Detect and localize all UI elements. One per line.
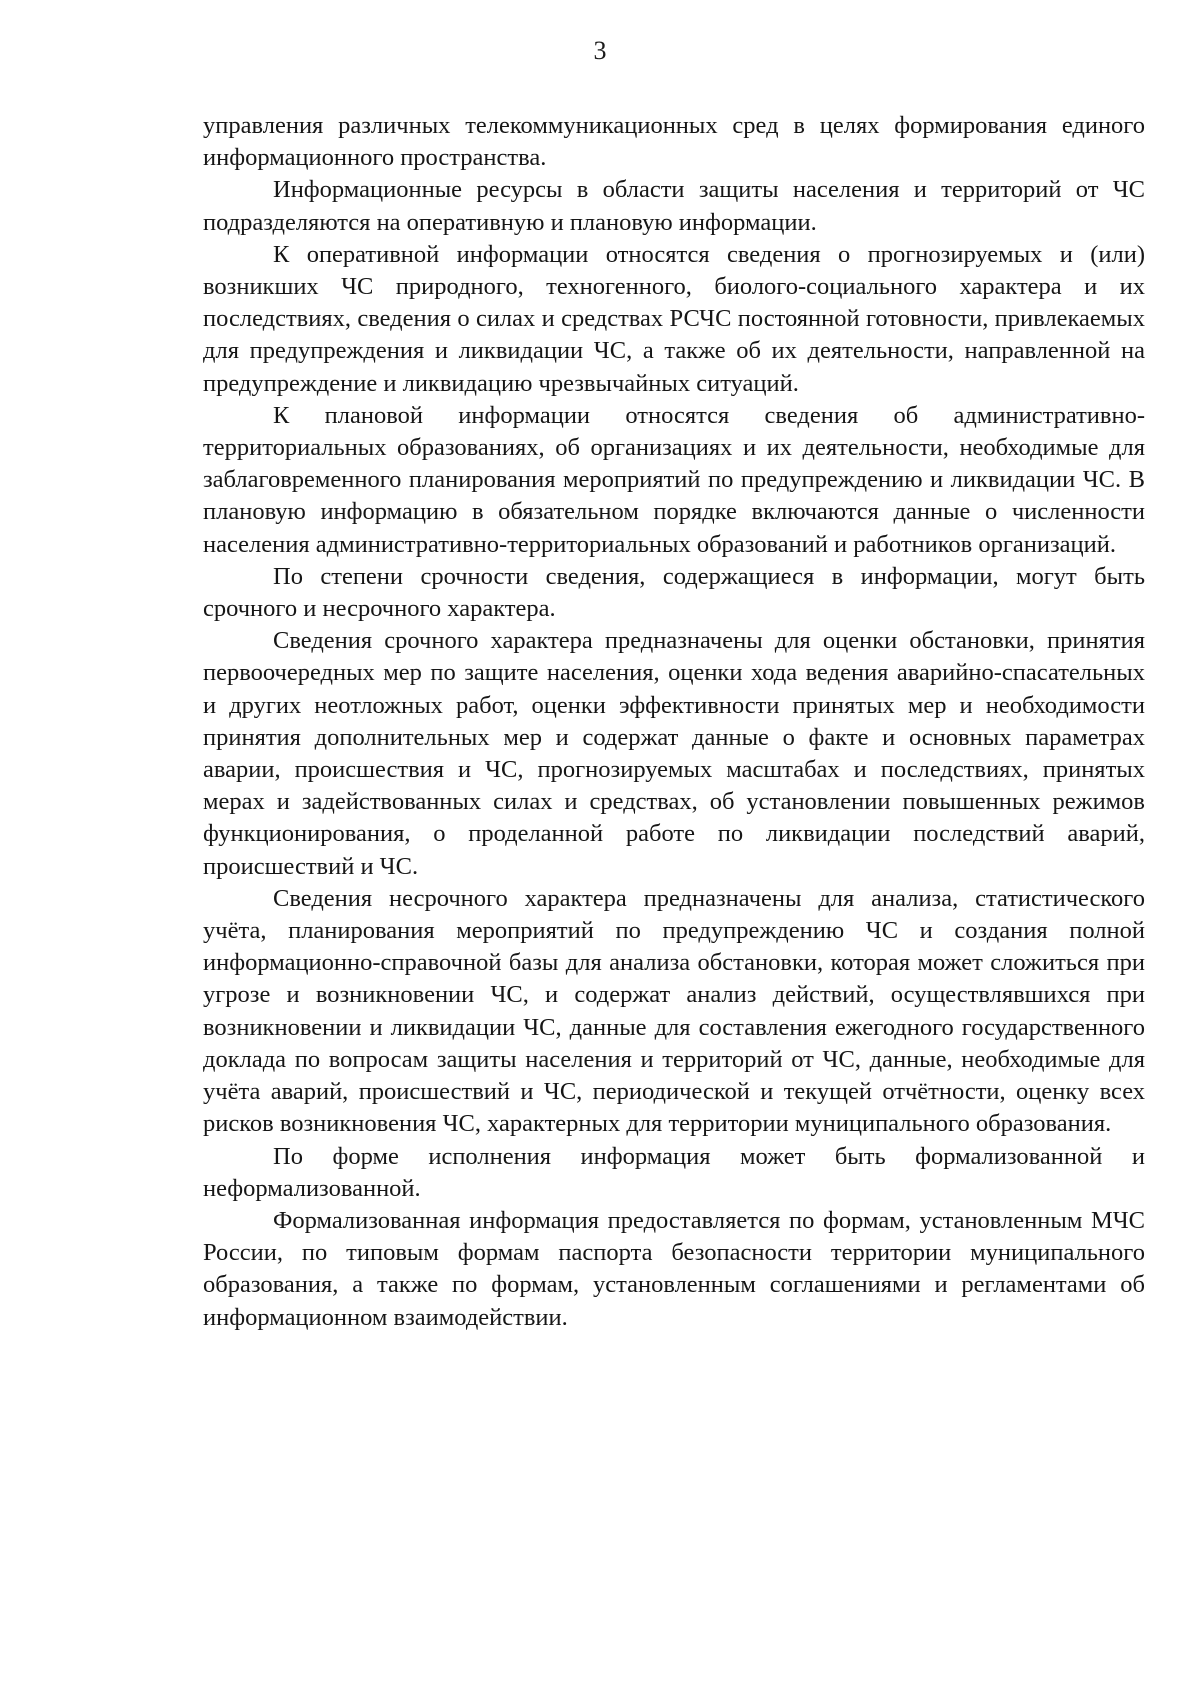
paragraph-3: К оперативной информации относятся сведения о прогнозируемых и (или) возникших ЧС природного, техногенного, биолого-социального характера и их последствиях, сведения о силах и средствах РСЧС постоянной готовности, привлекаемых для предупреждения и ликвидации ЧС, а также об их деятельности, направленной на предупреждение и ликвидацию чрезвычайных ситуаций. bbox=[203, 240, 1145, 397]
paragraph-5: По степени срочности сведения, содержащиеся в информации, могут быть срочного и несрочного характера. bbox=[203, 562, 1145, 623]
document-body bbox=[203, 110, 1145, 1334]
paragraph-2: Информационные ресурсы в области защиты населения и территорий от ЧС подразделяются на оперативную и плановую информации. bbox=[203, 176, 1145, 236]
paragraph-6: Сведения срочного характера предназначены для оценки обстановки, принятия первоочередных мер по защите населения, оценки хода ведения аварийно-спасательных и других неотложных работ, оценки эффективности принятых мер и необходимости принятия дополнительных мер и содержат данные о факте и основных параметрах аварии, происшествия и ЧС, прогнозируемых масштабах и последствиях, принятых мерах и задействованных силах и средствах, об установлении повышенных режимов функционирования, о проделанной работе по ликвидации последствий аварий, происшествий и ЧС. bbox=[203, 627, 1145, 880]
paragraph-7: Сведения несрочного характера предназначены для анализа, статистического учёта, планирования мероприятий по предупреждению ЧС и создания полной информационно-справочной базы для анализа обстановки, которая может сложиться при угрозе и возникновении ЧС, и содержат анализ действий, осуществлявшихся при возникновении и ликвидации ЧС, данные для составления ежегодного государственного доклада по вопросам защиты населения и территорий от ЧС, данные, необходимые для учёта аварий, происшествий и ЧС, периодической и текущей отчётности, оценку всех рисков возникновения ЧС, характерных для территории муниципального образования. bbox=[203, 884, 1145, 1138]
page-number: 3 bbox=[593, 36, 607, 65]
paragraph-4: К плановой информации относятся сведения об административно-территориальных образованиях, об организациях и их деятельности, необходимые для заблаговременного планирования мероприятий по предупреждению и ликвидации ЧС. В плановую информацию в обязательном порядке включаются данные о численности населения административно-территориальных образований и работников организаций. bbox=[203, 401, 1145, 558]
paragraph-9: Формализованная информация предоставляется по формам, установленным МЧС России, по типовым формам паспорта безопасности территории муниципального образования, а также по формам, установленным соглашениями и регламентами об информационном взаимодействии. bbox=[203, 1206, 1145, 1331]
paragraph-1: управления различных телекоммуникационных сред в целях формирования единого информационного пространства. bbox=[203, 112, 1145, 172]
paragraph-8: По форме исполнения информация может быть формализованной и неформализованной. bbox=[203, 1142, 1145, 1202]
